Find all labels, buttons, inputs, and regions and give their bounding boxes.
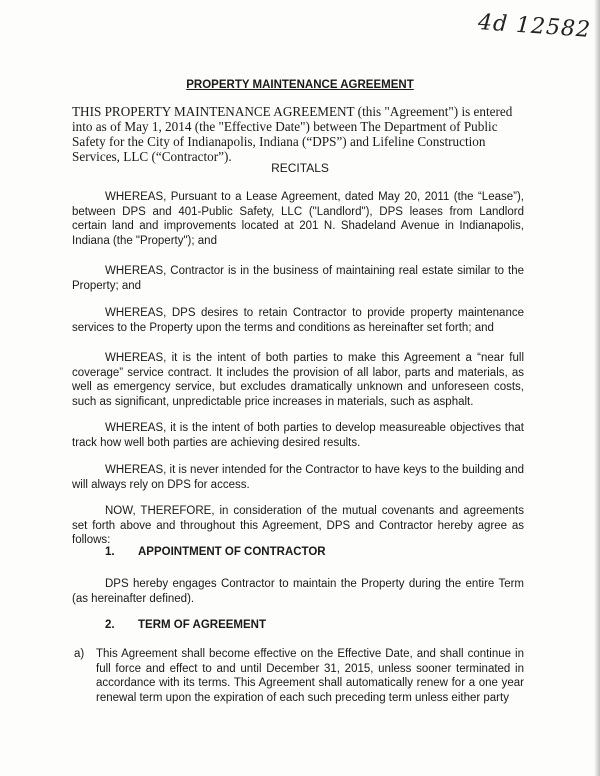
section-title: APPOINTMENT OF CONTRACTOR [138, 546, 326, 558]
intro-paragraph: THIS PROPERTY MAINTENANCE AGREEMENT (this "Agreement") is entered into as of May 1, 2014 (the "Effective Date") between The Department of Public Safety for the City of Indianapolis, Indiana (“DPS”) and Lifeline Construction Services, LLC (“Contractor”). [72, 104, 513, 164]
recital-paragraph: WHEREAS, it is the intent of both parties to develop measureable objectives that track how well both parties are achieving desired results. [72, 422, 524, 449]
recitals-heading: RECITALS [271, 161, 329, 175]
subclause-label: a) [74, 648, 85, 660]
recital-paragraph: WHEREAS, Contractor is in the business of maintaining real estate similar to the Property; and [72, 265, 524, 292]
recital-paragraph: WHEREAS, it is the intent of both parties to make this Agreement a “near full coverage” service contract. It includes the provision of all labor, parts and materials, as well as emergency service, but excludes dramatically unknown and unforeseen costs, such as significant, unpredictable price increases in materials, such as asphalt. [72, 352, 524, 408]
section-title: TERM OF AGREEMENT [138, 619, 266, 631]
recital-paragraph: NOW, THEREFORE, in consideration of the mutual covenants and agreements set forth above and throughout this Agreement, DPS and Contractor hereby agree as follows: [72, 505, 524, 546]
recital-paragraph: WHEREAS, DPS desires to retain Contractor to provide property maintenance services to the Property upon the terms and conditions as hereinafter set forth; and [72, 307, 524, 334]
handwritten-stamp: 4d 12582 [477, 10, 592, 43]
document-title: PROPERTY MAINTENANCE AGREEMENT [186, 79, 414, 91]
recital-paragraph: WHEREAS, Pursuant to a Lease Agreement, dated May 20, 2011 (the “Lease”), between DPS and 401-Public Safety, LLC ("Landlord"), DPS leases from Landlord certain land and improvements located at 201 N. Shadeland Avenue in Indianapolis, Indiana (the "Property"); and [72, 191, 524, 247]
section-2-subclause [74, 647, 524, 705]
section-1-text: DPS hereby engages Contractor to maintain the Property during the entire Term (as hereinafter defined). [72, 578, 524, 605]
recital-paragraph: WHEREAS, it is never intended for the Contractor to have keys to the building and will always rely on DPS for access. [72, 464, 524, 491]
subclause-text: This Agreement shall become effective on the Effective Date, and shall continue in full force and effect to and until December 31, 2015, unless sooner terminated in accordance with its terms. This Agreement shall automatically renew for a one year renewal term upon the expiration of each such preceding term unless either party [96, 648, 524, 704]
section-number: 2. [105, 619, 115, 631]
section-number: 1. [105, 546, 115, 558]
scan-edge-shadow [594, 0, 600, 776]
